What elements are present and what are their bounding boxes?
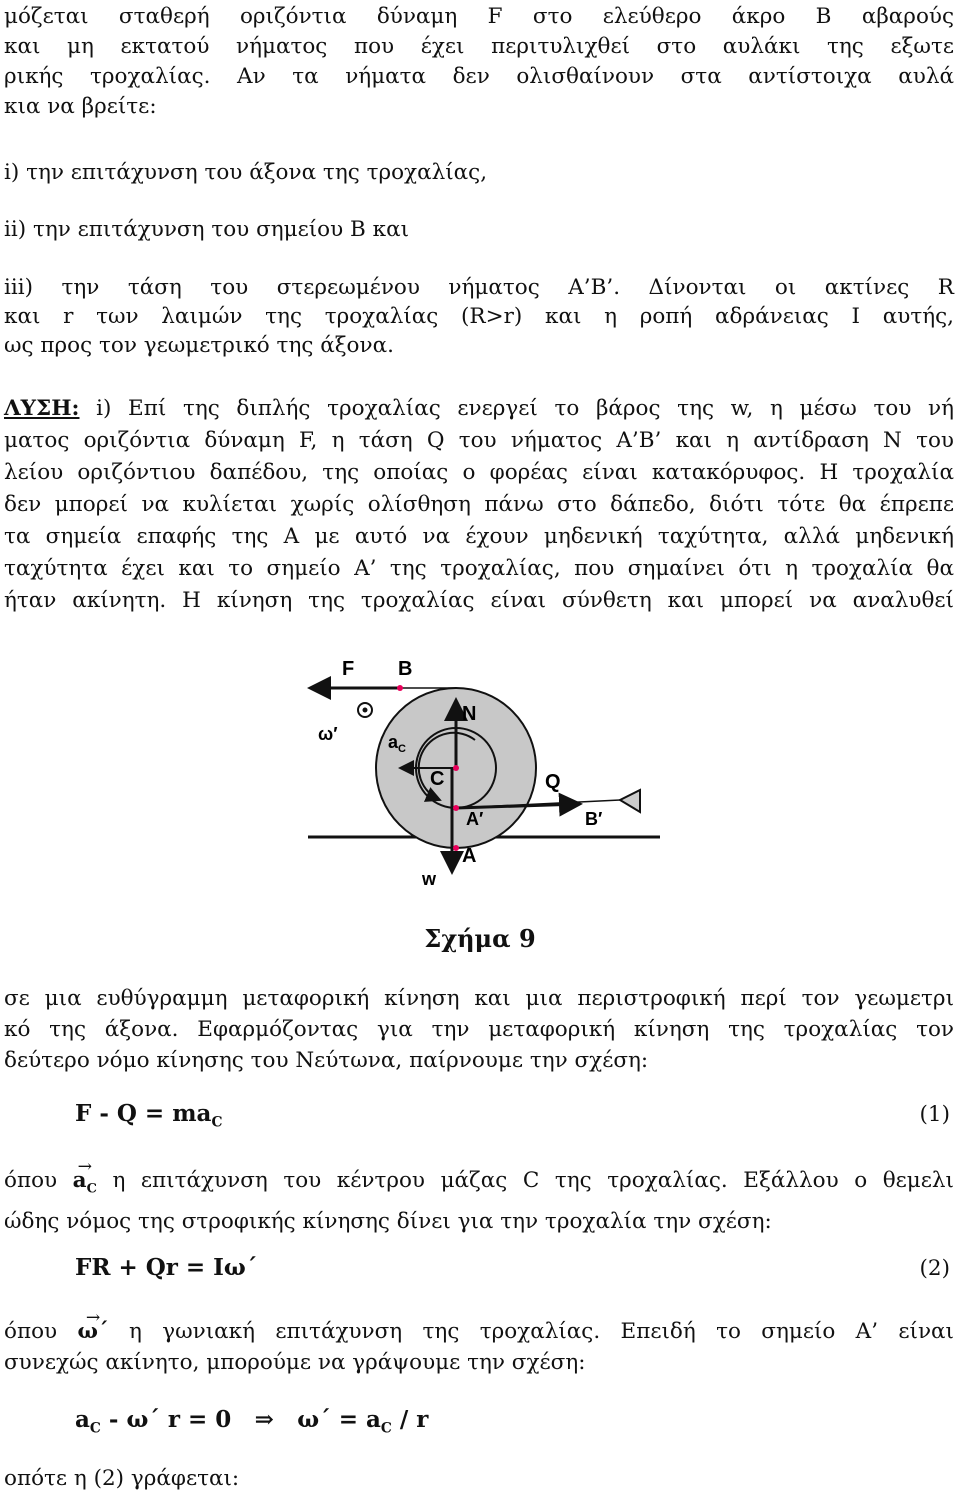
solution-line-1: i) Επί της διπλής τροχαλίας ενεργεί το βάρος της w, η μέσω του νή — [96, 396, 954, 421]
continuation-text-3: όπου → ω΄ η γωνιακή επιτάχυνση της τροχαλίας. Επειδή το σημείο Α’ είναι συνεχώς ακίνητο, μπορούμε να γράψουμε την σχέση: — [4, 1316, 954, 1378]
problem-line-4: κια να βρείτε: — [4, 94, 157, 119]
solution-line-7: ήταν ακίνητη. Η κίνηση της τροχαλίας είναι σύνθετη και μπορεί να αναλυθεί — [4, 588, 954, 613]
equation-1-number: (1) — [919, 1102, 950, 1127]
label-omega: ω′ — [318, 724, 338, 744]
continuation-text-2: $ό\pi o\upsilon \to a_C$ η επιτάχυνση του κέντρου μάζας C της τροχαλίας. Εξάλλου ο θεμελι ώδης νόμος της στροφικής κίνησης δίνει για την τροχαλία την σχέση: — [4, 1164, 954, 1238]
question-3: iii) την τάση του στερεωμένου νήματος Α’Β’. Δίνονται οι ακτίνες R και r των λαιμών της τροχαλίας (R>r) και η ροπή αδράνειας Ι αυτής, ως προς τον γεωμετρικό της άξονα. — [4, 275, 954, 358]
wall-support — [620, 790, 640, 812]
problem-intro — [4, 2, 954, 122]
point-B — [397, 685, 403, 691]
label-B-prime: B′ — [585, 809, 603, 829]
omega-dot — [363, 708, 368, 713]
question-1: i) την επιτάχυνση του άξονα της τροχαλίας, — [4, 160, 488, 185]
pulley-figure — [290, 640, 660, 900]
solution-line-2: ματος οριζόντια δύναμη F, η τάση Q του νήματος Α’Β’ και η αντίδραση N του — [4, 428, 954, 453]
problem-line-3: ρικής τροχαλίας. Αν τα νήματα δεν ολισθαίνουν στα αντίστοιχα αυλά — [4, 64, 954, 89]
figure-caption: Σχήμα 9 — [424, 924, 536, 953]
label-F: F — [342, 658, 355, 680]
solution-line-4: δεν μπορεί να κυλίεται χωρίς ολίσθηση πάνω στο δάπεδο, διότι τότε θα έπρεπε — [4, 492, 954, 517]
solution-line-6: ταχύτητα έχει και το σημείο Α’ της τροχαλίας, που σημαίνει ότι η τροχαλία θα — [4, 556, 954, 581]
question-2: ii) την επιτάχυνση του σημείου Β και — [4, 217, 410, 242]
solution-line-5: τα σημεία επαφής της Α με αυτό να έχουν μηδενική ταχύτητα, αλλά μηδενική — [4, 524, 954, 549]
problem-line-2: και μη εκτατού νήματος που έχει περιτυλιχθεί στο αυλάκι της εξωτε — [4, 34, 954, 59]
point-A — [453, 845, 459, 851]
solution-label: ΛΥΣΗ: — [4, 396, 80, 421]
label-ac: $a_C$ — [388, 732, 406, 755]
label-N: N — [462, 703, 477, 725]
equation-3: $a_C - \omega΄$ r = 0 ⇒ $\omega΄ = a_C / r$ — [75, 1406, 429, 1437]
equation-2: FR + Qr = Iω΄ — [75, 1254, 258, 1281]
label-Q: Q — [545, 771, 561, 793]
solution-text — [4, 393, 954, 617]
last-line: οπότε η (2) γράφεται: — [4, 1466, 240, 1491]
equation-2-number: (2) — [919, 1256, 950, 1281]
label-A-prime: A′ — [466, 809, 484, 829]
continuation-text: σε μια ευθύγραμμη μεταφορική κίνηση και μια περιστροφική περί τον γεωμετρι κό της άξονα. Εφαρμόζοντας για την μεταφορική κίνηση της τροχαλίας τον δεύτερο νόμο κίνησης του Νεύτωνα, παίρνουμε την σχέση: — [4, 986, 954, 1073]
problem-line-1: μόζεται σταθερή οριζόντια δύναμη F στο ελεύθερο άκρο Β αβαρούς — [4, 4, 954, 29]
label-B: B — [398, 658, 413, 680]
point-C — [453, 765, 459, 771]
solution-line-3: λείου οριζόντιου δαπέδου, της οποίας ο φορέας είναι κατακόρυφος. Η τροχαλία — [4, 460, 954, 485]
label-C: C — [430, 768, 445, 790]
label-w: w — [422, 869, 437, 889]
equation-1: $F - Q = ma_C$ — [75, 1100, 223, 1131]
label-A: A — [462, 845, 477, 867]
point-A-prime — [453, 805, 459, 811]
